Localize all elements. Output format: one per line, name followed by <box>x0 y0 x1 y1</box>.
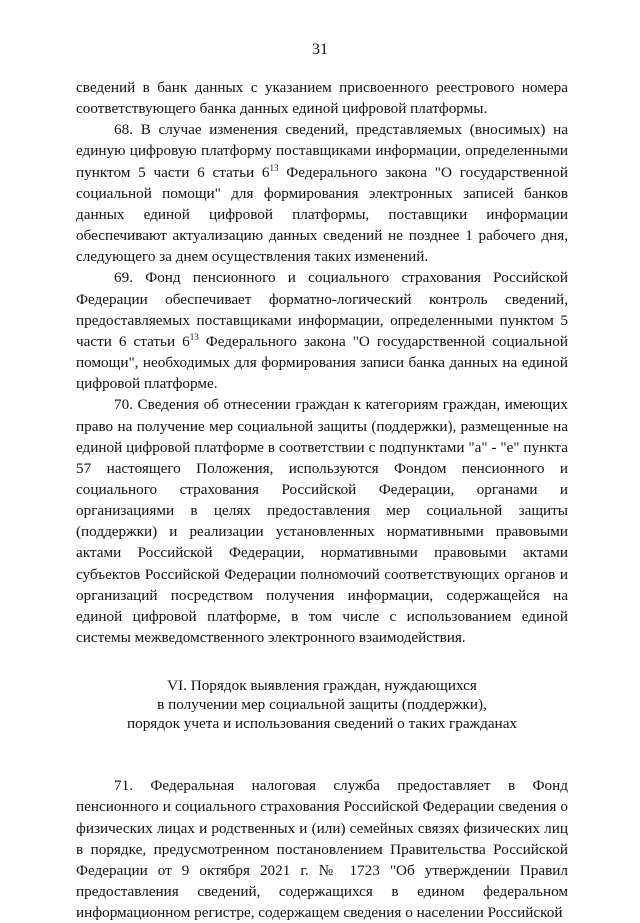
paragraph-69-text-b: Федерального закона "О государственной социальной помощи", необходимых для формирования записи банка данных на единой цифровой платформе. <box>76 332 568 393</box>
paragraph-68-superscript: 13 <box>269 162 279 173</box>
section-heading <box>76 676 568 733</box>
section-heading-line-1: VI. Порядок выявления граждан, нуждающихся <box>167 677 477 695</box>
paragraph-continuation: сведений в банк данных с указанием присвоенного реестрового номера соответствующего банка данных единой цифровой платформы. <box>76 79 568 118</box>
paragraph-69-text-a: 69. Фонд пенсионного и социального страхования Российской Федерации обеспечивает форматно-логический контроль сведений, предоставляемых поставщиками информации, определенными пунктом 5 части 6 статьи 6 <box>76 269 568 350</box>
paragraph-69 <box>76 267 568 394</box>
section-heading-line-3: порядок учета и использования сведений о таких гражданах <box>126 715 518 733</box>
paragraph-71: 71. Федеральная налоговая служба предоставляет в Фонд пенсионного и социального страхования Российской Федерации сведения о физических лицах и родственных и (или) семейных связях физических лиц в порядке, предусмотренном постановлением Правительства Российской Федерации от 9 октября 2021 г. № 1723 "Об утверждении Правил предоставления сведений, содержащихся в едином федеральном информационном регистре, содержащем сведения о населении Российской <box>76 777 568 922</box>
document-body <box>76 77 568 923</box>
paragraph-68-text-b: Федерального закона "О государственной социальной помощи" для формирования электронных записей банков данных единой цифровой платформы, поставщики информации обеспечивают актуализацию данных сведений не позднее 1 рабочего дня, следующего за днем осуществления таких изменений. <box>76 163 568 266</box>
page-number: 31 <box>312 41 328 58</box>
paragraph-70: 70. Сведения об отнесении граждан к категориям граждан, имеющих право на получение мер социальной защиты (поддержки), размещенные на единой цифровой платформе в соответствии с подпунктами "а" - "е" пункта 57 настоящего Положения, используются Фондом пенсионного и социального страхования Российской Федерации, органами и организациями в целях предоставления мер социальной защиты (поддержки) и реализации установленных нормативными правовыми актами Российской Федерации, нормативными правовыми актами субъектов Российской Федерации полномочий соответствующих органов и организаций посредством получения информации, содержащейся на единой цифровой платформе, в том числе с использованием единой системы межведомственного электронного взаимодействия. <box>76 396 568 647</box>
paragraph-68-text-a: 68. В случае изменения сведений, представляемых (вносимых) на единую цифровую платформу поставщиками информации, определенными пунктом 5 части 6 статьи 6 <box>76 121 568 181</box>
paragraph-68 <box>76 119 568 267</box>
section-heading-line-2: в получении мер социальной защиты (поддержки), <box>157 696 487 714</box>
paragraph-69-superscript: 13 <box>189 331 199 342</box>
